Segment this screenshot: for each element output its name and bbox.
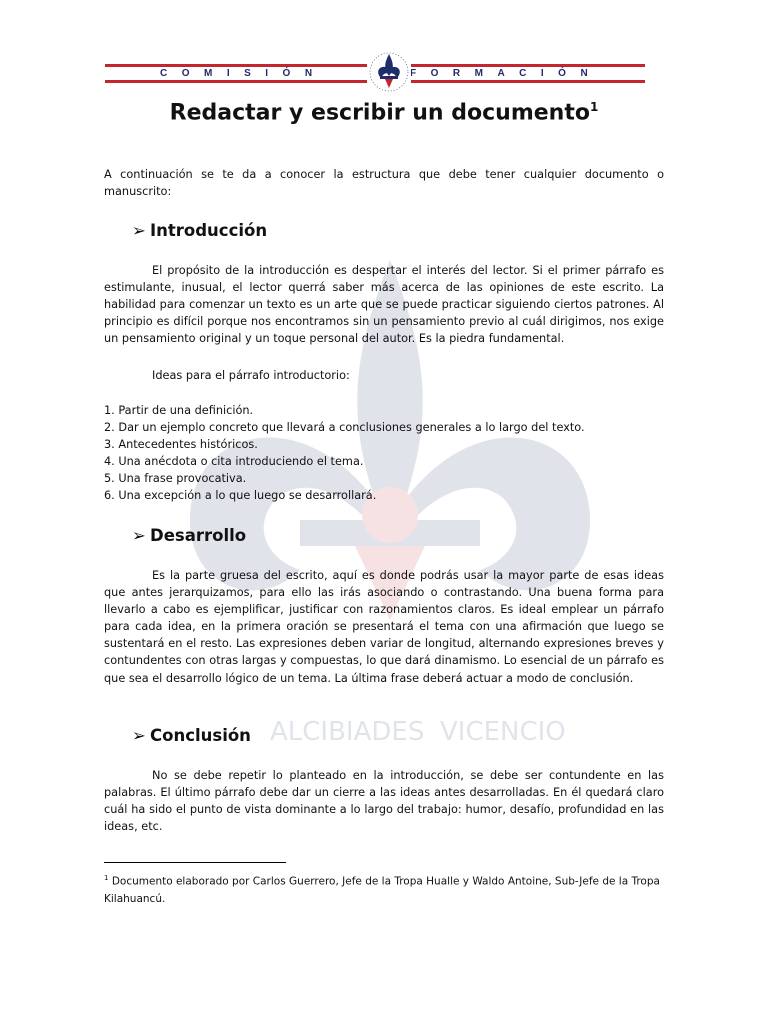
section-heading-desarrollo — [132, 526, 246, 545]
section-heading-text: Desarrollo — [150, 526, 247, 545]
page-header — [105, 58, 645, 98]
list-item: 1. Partir de una definición. — [104, 404, 254, 417]
arrow-bullet-icon: ➢ — [132, 221, 146, 240]
arrow-bullet-icon: ➢ — [132, 526, 146, 545]
footnote-text: Documento elaborado por Carlos Guerrero, Jefe de la Tropa Hualle y Waldo Antoine, Sub-Jefe de la Tropa Kilahuancú. — [104, 875, 660, 905]
list-item: 5. Una frase provocativa. — [104, 472, 247, 486]
footnote — [104, 870, 664, 908]
list-item: 6. Una excepción a lo que luego se desarrollará. — [104, 489, 377, 503]
section-heading-text: Conclusión — [150, 726, 251, 745]
ideas-label-block — [104, 367, 664, 384]
list-item: 3. Antecedentes históricos. — [104, 438, 258, 452]
section-paragraph: El propósito de la introducción es despertar el interés del lector. Si el primer párrafo es estimulante, inusual, el lector querrá saber más acerca de las opiniones de este escrito. La habilidad para comenzar un texto es un arte que se puede practicar siguiendo ciertos patrones. Al principio es difícil porque nos encontramos sin un pensamiento previo al cuál dirigimos, nos exige un pensamiento original y un toque personal del autor. Es la piedra fundamental. — [104, 264, 664, 346]
section-introduccion-body — [104, 262, 664, 347]
ideas-list-block — [104, 402, 664, 505]
watermark-text-left: ALCIBIADES — [270, 717, 425, 747]
footnote-separator — [104, 862, 286, 863]
ideas-label: Ideas para el párrafo introductorio: — [152, 369, 350, 382]
scout-emblem-logo — [367, 50, 411, 98]
list-item: 2. Dar un ejemplo concreto que llevará a conclusiones generales a lo largo del texto. — [104, 421, 585, 435]
title-text: Redactar y escribir un documento — [169, 100, 590, 126]
section-paragraph: Es la parte gruesa del escrito, aquí es donde podrás usar la mayor parte de esas ideas que antes jerarquizamos, para ello las irás asociando o contrastando. Una buena forma para llevarlo a cabo es ejemplificar, justificar con razonamientos claros. Es ideal emplear un párrafo para cada idea, en la primera oración se presentará el tema con una afirmación que luego se sustentará en el resto. Las expresiones deben variar de longitud, alternando expresiones breves y contundentes con otras largas y compuestas, lo que dará dinamismo. Lo esencial de un párrafo es que sea el desarrollo lógico de un tema. La última frase deberá actuar a modo de conclusión. — [104, 569, 664, 685]
section-conclusion-body — [104, 767, 664, 835]
ideas-list — [104, 402, 664, 505]
arrow-bullet-icon: ➢ — [132, 726, 146, 745]
section-heading-introduccion — [132, 221, 267, 240]
title-footnote-mark: 1 — [589, 100, 599, 114]
intro-block — [104, 166, 664, 200]
section-heading-text: Introducción — [150, 221, 268, 240]
section-paragraph: No se debe repetir lo planteado en la introducción, se debe ser contundente en las palabras. El último párrafo debe dar un cierre a las ideas antes desarrolladas. En él quedará claro cuál ha sido el punto de vista dominante a lo largo del trabajo: humor, desafío, profundidad en las ideas, etc. — [104, 769, 664, 834]
list-item: 4. Una anécdota o cita introduciendo el tema. — [104, 455, 364, 469]
section-desarrollo-body — [104, 567, 664, 687]
section-heading-conclusion — [132, 726, 251, 745]
watermark-text-right: VICENCIO — [440, 717, 566, 747]
header-right-text: FORMACIÓN — [410, 68, 603, 79]
header-left-text: COMISIÓN — [160, 68, 327, 79]
intro-paragraph: A continuación se te da a conocer la estructura que debe tener cualquier documento o manuscrito: — [104, 168, 664, 199]
footnote-mark: 1 — [104, 874, 109, 882]
document-title — [0, 100, 768, 125]
